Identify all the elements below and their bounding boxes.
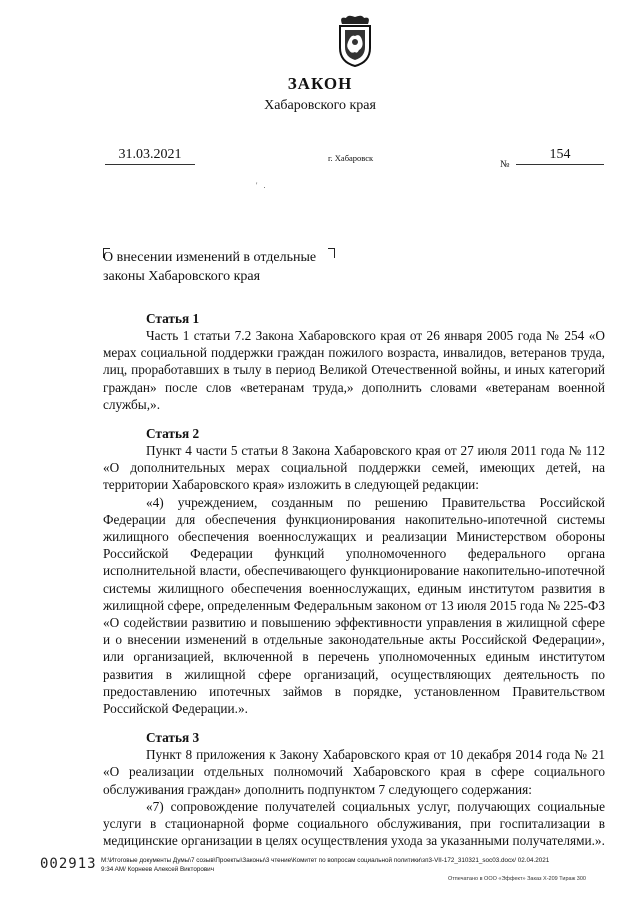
registration-stamp-number: 002913	[40, 856, 97, 872]
law-subject	[103, 248, 343, 286]
coat-of-arms-emblem	[334, 14, 376, 68]
subject-line-2: законы Хабаровского края	[103, 269, 261, 284]
article-2-paragraph-1: Пункт 4 части 5 статьи 8 Закона Хабаровского края от 27 июля 2011 года № 112 «О дополнительных мерах социальной поддержки семей, имеющих детей, на территории Хабаровского края» изложить в следующей редакции:	[103, 443, 605, 493]
article-3-paragraph-2: «7) сопровождение получателей социальных услуг, получающих социальные услуги в стационарной форме социального обслуживания, при госпитализации в медицинские организации в целях осуществления ухода за указанными получателями.».	[103, 798, 605, 849]
article-1-paragraph-1: Часть 1 статьи 7.2 Закона Хабаровского края от 26 января 2005 года № 254 «О мерах социальной поддержки граждан пожилого возраста, инвалидов, ветеранов труда, лиц, проработавших в тылу в период Великой Отечественной войны, и иных категорий граждан» после слов «ветеранам труда,» дополнить словами «ветеранам военной службы,».	[103, 328, 605, 412]
article-2-paragraph-2: «4) учреждением, созданным по решению Правительства Российской Федерации для обеспечения функционирования накопительно-ипотечной системы жилищного обеспечения военнослужащих и реализации Министерством обороны Российской Федерации функций уполномоченного федерального органа исполнительной власти, обеспечивающего функционирование накопительно-ипотечной системы жилищного обеспечения военнослужащих, единым институтом развития в жилищной сфере, определенным Федеральным законом от 13 июля 2015 года № 225-ФЗ «О содействии развитию и повышению эффективности управления в жилищной сфере и о внесении изменений в отдельные законодательные акты Российской Федерации», или организацией, включенной в перечень уполномоченных единым институтом развития в жилищной сфере организаций, осуществляющих деятельность по предоставлению ипотечных займов в порядке, установленном Правительством Российской Федерации.».	[103, 494, 605, 717]
article-2-heading: Статья 2	[146, 426, 200, 442]
law-body	[103, 298, 605, 849]
file-path-line-1: M:\Итоговые документы Думы\7 созыв\Проекты\Законы\3 чтение\Комитет по вопросам социальной политики\зп3-VII-172_310321_soc03.docx/ 02.04.2021	[101, 857, 550, 864]
number-sign: №	[500, 159, 510, 170]
subject-line-1: О внесении изменений в отдельные	[103, 250, 317, 265]
article-3-paragraph-1: Пункт 8 приложения к Закону Хабаровского края от 10 декабря 2014 года № 21 «О реализации отдельных полномочий Хабаровского края в сфере социального обслуживания граждан» дополнить подпунктом 7 следующего содержания:	[103, 747, 605, 797]
law-number: 154	[516, 147, 604, 165]
law-title: ЗАКОН	[287, 74, 353, 93]
law-city: г. Хабаровск	[328, 153, 374, 163]
scan-speck: ' .	[256, 181, 268, 190]
article-3-heading: Статья 3	[146, 730, 200, 746]
article-1-heading: Статья 1	[146, 311, 200, 326]
print-note: Отпечатано в ООО «Эффект» Заказ Х-209 Тираж 300	[448, 876, 586, 882]
file-path-line-2: 9:34 AM/ Корнеев Алексей Викторович	[101, 866, 214, 873]
law-date: 31.03.2021	[105, 147, 195, 165]
file-path-footer	[101, 856, 606, 874]
law-region: Хабаровского края	[264, 98, 376, 113]
